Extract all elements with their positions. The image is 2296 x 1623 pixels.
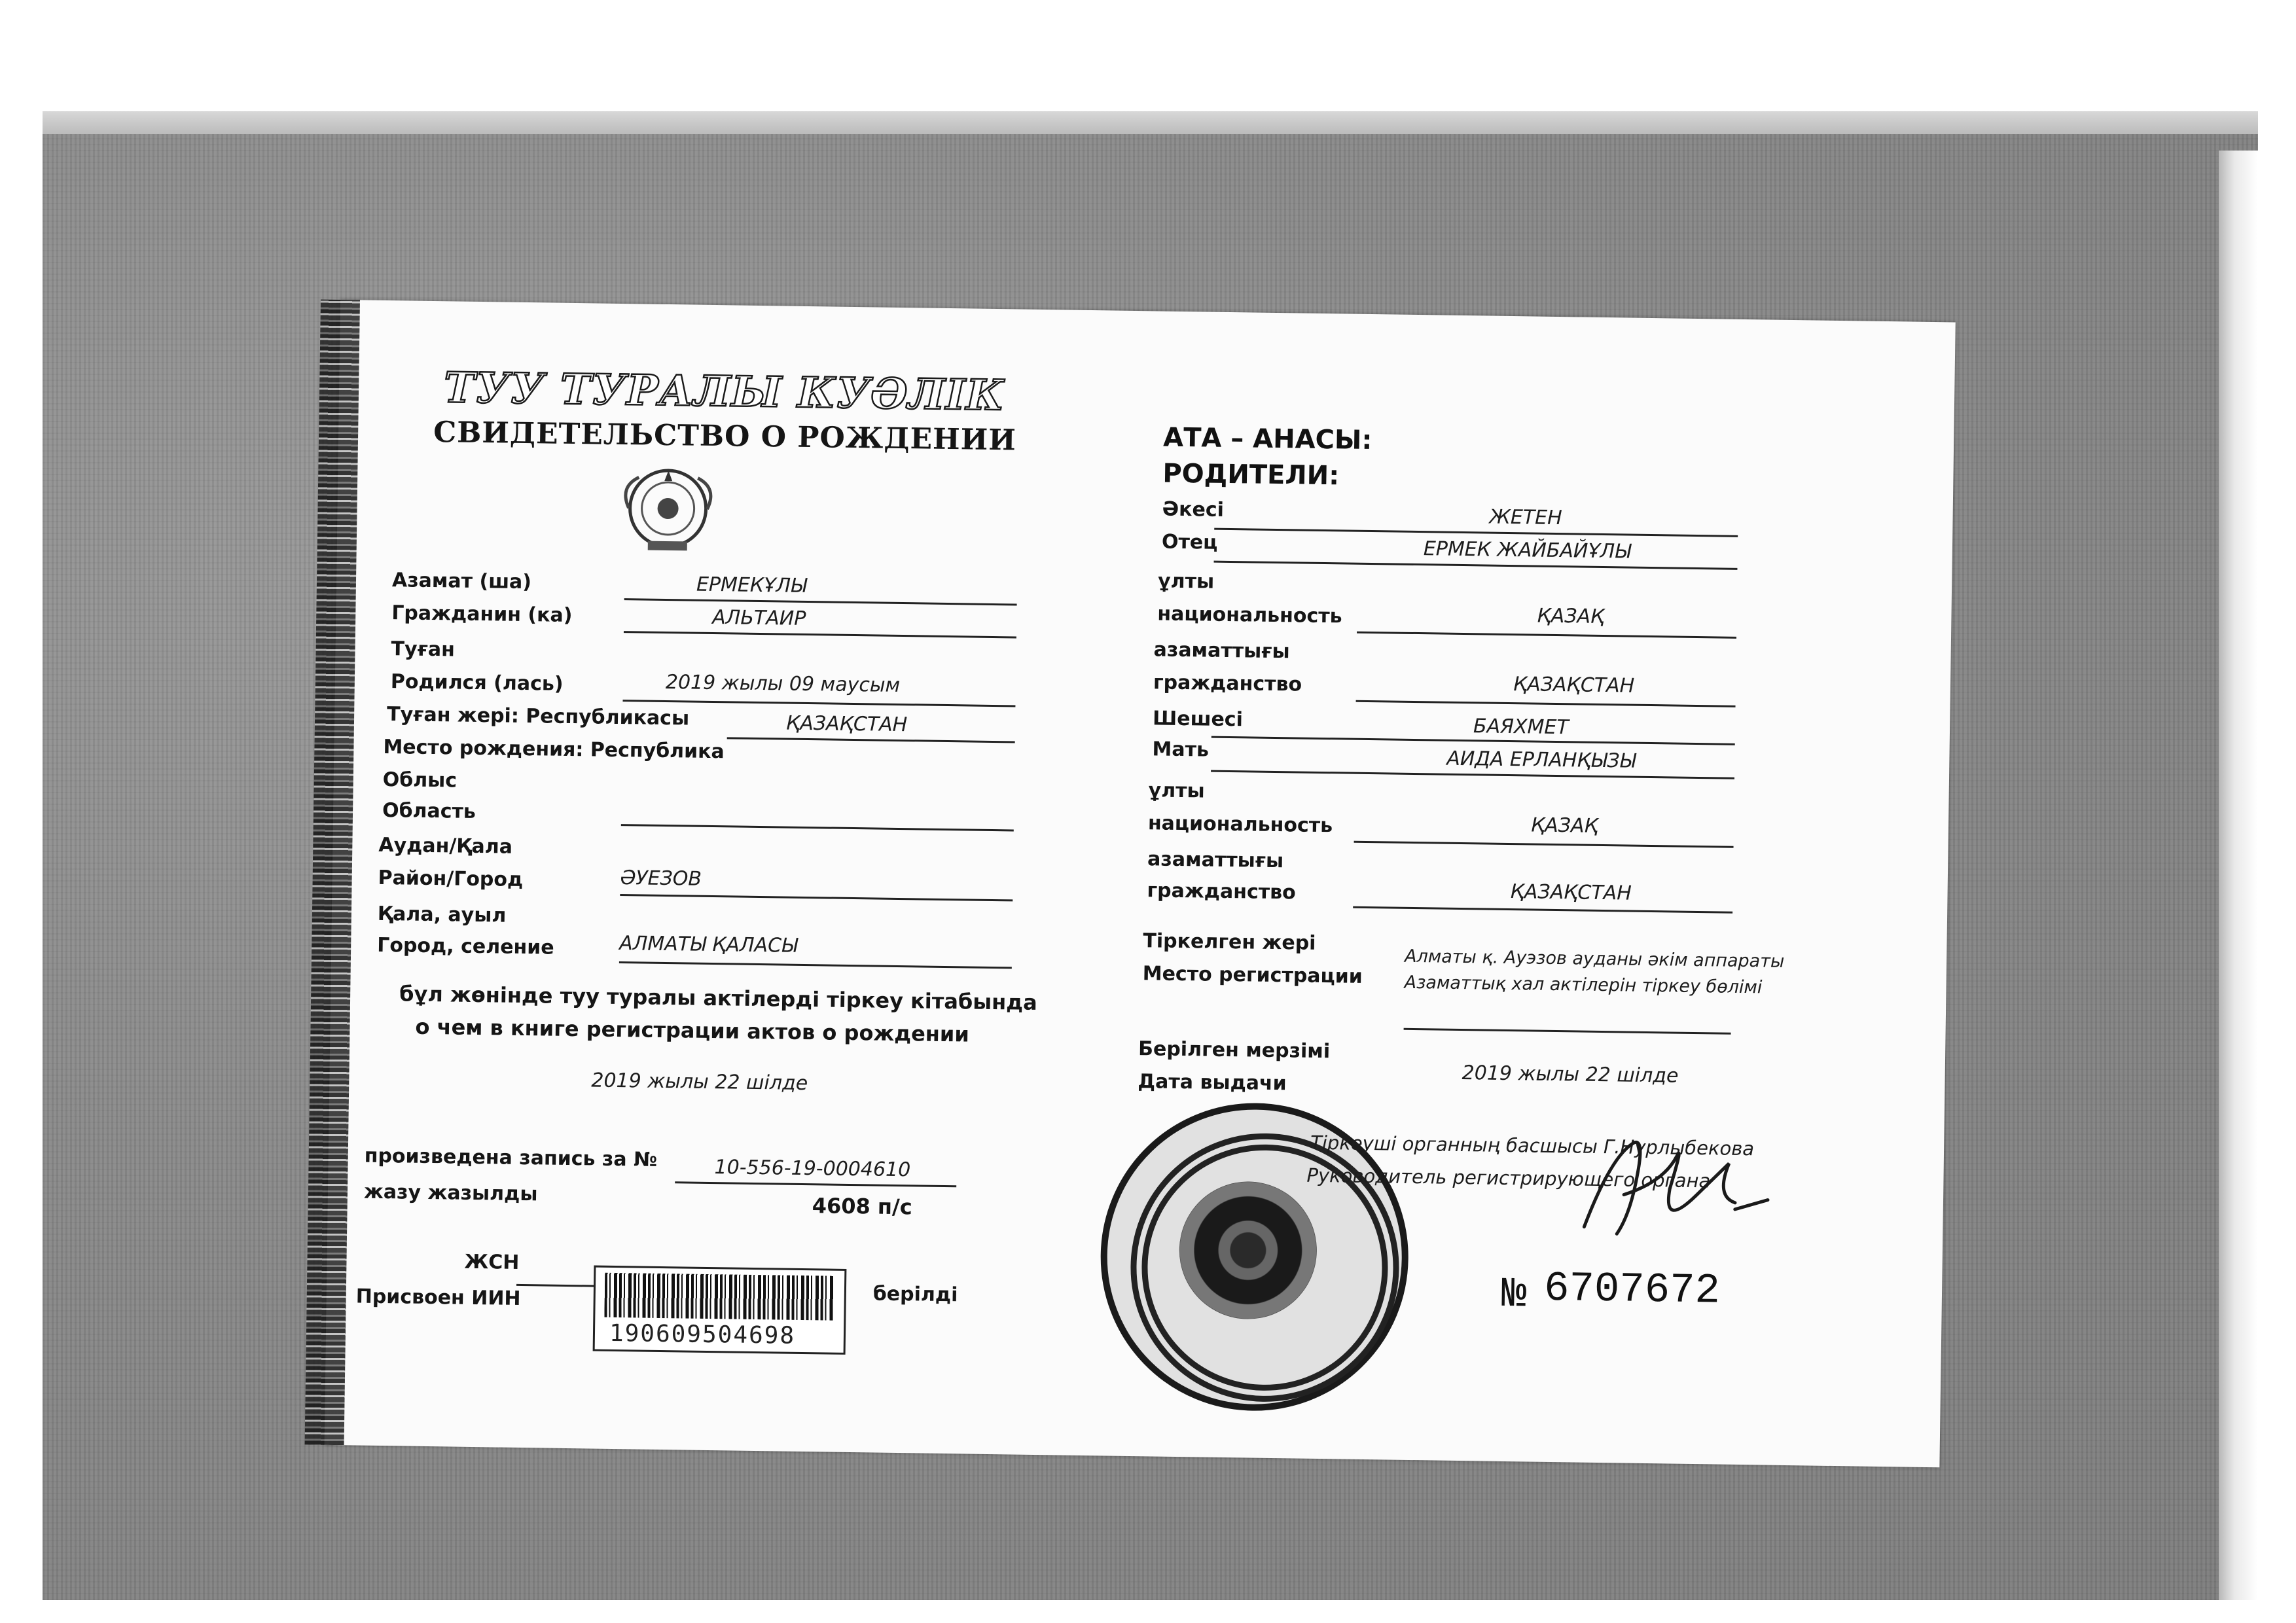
republic-value: ҚАЗАҚСТАН: [785, 711, 908, 737]
father-nationality-label-kz: ұлты: [1157, 569, 1215, 594]
barcode-bars: [604, 1273, 834, 1321]
iin-label-ru: Присвоен ИИН: [355, 1285, 521, 1310]
father-nationality-label-ru: национальность: [1157, 602, 1342, 628]
parents-heading-ru: РОДИТЕЛИ:: [1162, 458, 1340, 491]
birth-certificate: [325, 300, 1956, 1467]
mother-nationality-underline: [1354, 841, 1734, 848]
district-value: ӘУЕЗОВ: [620, 866, 702, 891]
father-name-underline: [1214, 561, 1738, 570]
father-citizenship-underline: [1356, 700, 1736, 707]
issue-date: 2019 жылы 22 шілде: [1462, 1061, 1679, 1088]
iin-number: 190609504698: [609, 1319, 796, 1349]
mother-name-underline: [1211, 770, 1734, 779]
iin-label-kz: ЖСН: [464, 1250, 520, 1274]
record-label-ru: произведена запись за №: [364, 1144, 658, 1171]
district-label-ru: Район/Город: [378, 866, 524, 891]
mother-citizenship-label-kz: азаматтығы: [1147, 847, 1284, 873]
republic-underline: [727, 737, 1015, 743]
birth-date-underline: [622, 700, 1015, 707]
surname-underline: [624, 598, 1017, 605]
birthplace-label-ru: Место рождения: Республика: [383, 735, 725, 764]
birth-date: 2019 жылы 09 маусым: [665, 670, 901, 697]
record-label-kz: жазу жазылды: [363, 1180, 538, 1206]
state-emblem-icon: [615, 461, 721, 560]
registry-note-kz: бұл жөнінде туу туралы актілерді тіркеу кітабында: [399, 981, 1038, 1015]
child-surname: ЕРМЕКҰЛЫ: [696, 573, 807, 597]
registrar-head-kz: Тіркеуші органның басшысы Г.Нурлыбекова: [1310, 1131, 1755, 1160]
iin-connector: [516, 1284, 595, 1287]
mother-citizenship: ҚАЗАҚСТАН: [1510, 880, 1632, 905]
city-label-ru: Город, селение: [376, 933, 554, 959]
issue-date-label-ru: Дата выдачи: [1138, 1070, 1287, 1096]
father-surname: ЖЕТЕН: [1489, 505, 1562, 530]
oblast-label-kz: Облыс: [382, 768, 457, 793]
district-label-kz: Аудан/Қала: [378, 833, 513, 859]
mother-label-ru: Мать: [1152, 738, 1210, 762]
serial-number: 6707672: [1543, 1265, 1721, 1315]
oblast-label-ru: Область: [382, 798, 476, 823]
father-name: ЕРМЕК ЖАЙБАЙҰЛЫ: [1423, 537, 1632, 563]
mother-citizenship-label-ru: гражданство: [1147, 879, 1296, 904]
city-value: АЛМАТЫ ҚАЛАСЫ: [619, 932, 798, 957]
mother-label-kz: Шешесі: [1152, 707, 1244, 732]
scan-right-edge: [2219, 151, 2258, 1600]
citizen-label-ru: Гражданин (ка): [391, 601, 573, 627]
iin-barcode: [593, 1266, 847, 1355]
father-surname-underline: [1214, 528, 1738, 537]
registration-place-label-ru: Место регистрации: [1142, 962, 1363, 988]
mother-name: АИДА ЕРЛАНҚЫЗЫ: [1446, 747, 1636, 773]
record-extra: 4608 п/с: [812, 1193, 912, 1220]
registration-place-label-kz: Тіркелген жері: [1143, 929, 1316, 955]
father-citizenship-label-ru: гражданство: [1153, 671, 1302, 696]
registration-place-underline: [1404, 1028, 1731, 1035]
district-underline: [620, 894, 1013, 901]
mother-citizenship-underline: [1353, 906, 1732, 914]
record-number: 10-556-19-0004610: [714, 1156, 911, 1182]
city-underline: [619, 961, 1012, 969]
citizen-label-kz: Азамат (ша): [391, 569, 532, 594]
serial-number-sign: №: [1501, 1271, 1527, 1319]
father-label-kz: Әкесі: [1162, 497, 1225, 522]
father-label-ru: Отец: [1161, 530, 1218, 554]
mother-nationality: ҚАЗАҚ: [1530, 813, 1599, 838]
child-name: АЛЬТАИР: [712, 605, 806, 630]
title-russian: СВИДЕТЕЛЬСТВО О РОЖДЕНИИ: [433, 416, 1017, 457]
born-label-ru: Родился (лась): [390, 670, 564, 696]
birthplace-label-kz: Туған жері: Республикасы: [386, 703, 690, 730]
title-kazakh: ТУУ ТУРАЛЫ КУӘЛІК: [443, 363, 1005, 421]
mother-nationality-label-ru: национальность: [1147, 812, 1333, 838]
record-underline: [675, 1181, 956, 1187]
mother-surname: БАЯХМЕТ: [1473, 715, 1569, 740]
registrar-head-ru: Руководитель регистрирующего органа: [1306, 1164, 1711, 1192]
registry-date: 2019 жылы 22 шілде: [591, 1069, 808, 1096]
registration-place-line2: Азаматтық хал актілерін тіркеу бөлімі: [1404, 972, 1763, 998]
father-citizenship: ҚАЗАҚСТАН: [1513, 673, 1635, 698]
parents-heading-kz: АТА – АНАСЫ:: [1162, 422, 1372, 456]
born-label-kz: Туған: [391, 637, 456, 662]
father-nationality: ҚАЗАҚ: [1537, 604, 1605, 629]
signature-icon: [1571, 1115, 1782, 1249]
mother-nationality-label-kz: ұлты: [1148, 779, 1205, 803]
city-label-kz: Қала, ауыл: [377, 902, 507, 927]
registration-place-line1: Алматы қ. Ауэзов ауданы әкім аппараты: [1404, 946, 1785, 972]
issued-word: берілді: [872, 1282, 958, 1307]
father-nationality-underline: [1357, 632, 1736, 639]
issue-date-label-kz: Берілген мерзімі: [1138, 1037, 1331, 1063]
name-underline: [624, 631, 1016, 638]
oblast-underline: [621, 824, 1014, 831]
registry-note-ru: о чем в книге регистрации актов о рождении: [415, 1014, 970, 1047]
father-citizenship-label-kz: азаматтығы: [1153, 638, 1290, 664]
